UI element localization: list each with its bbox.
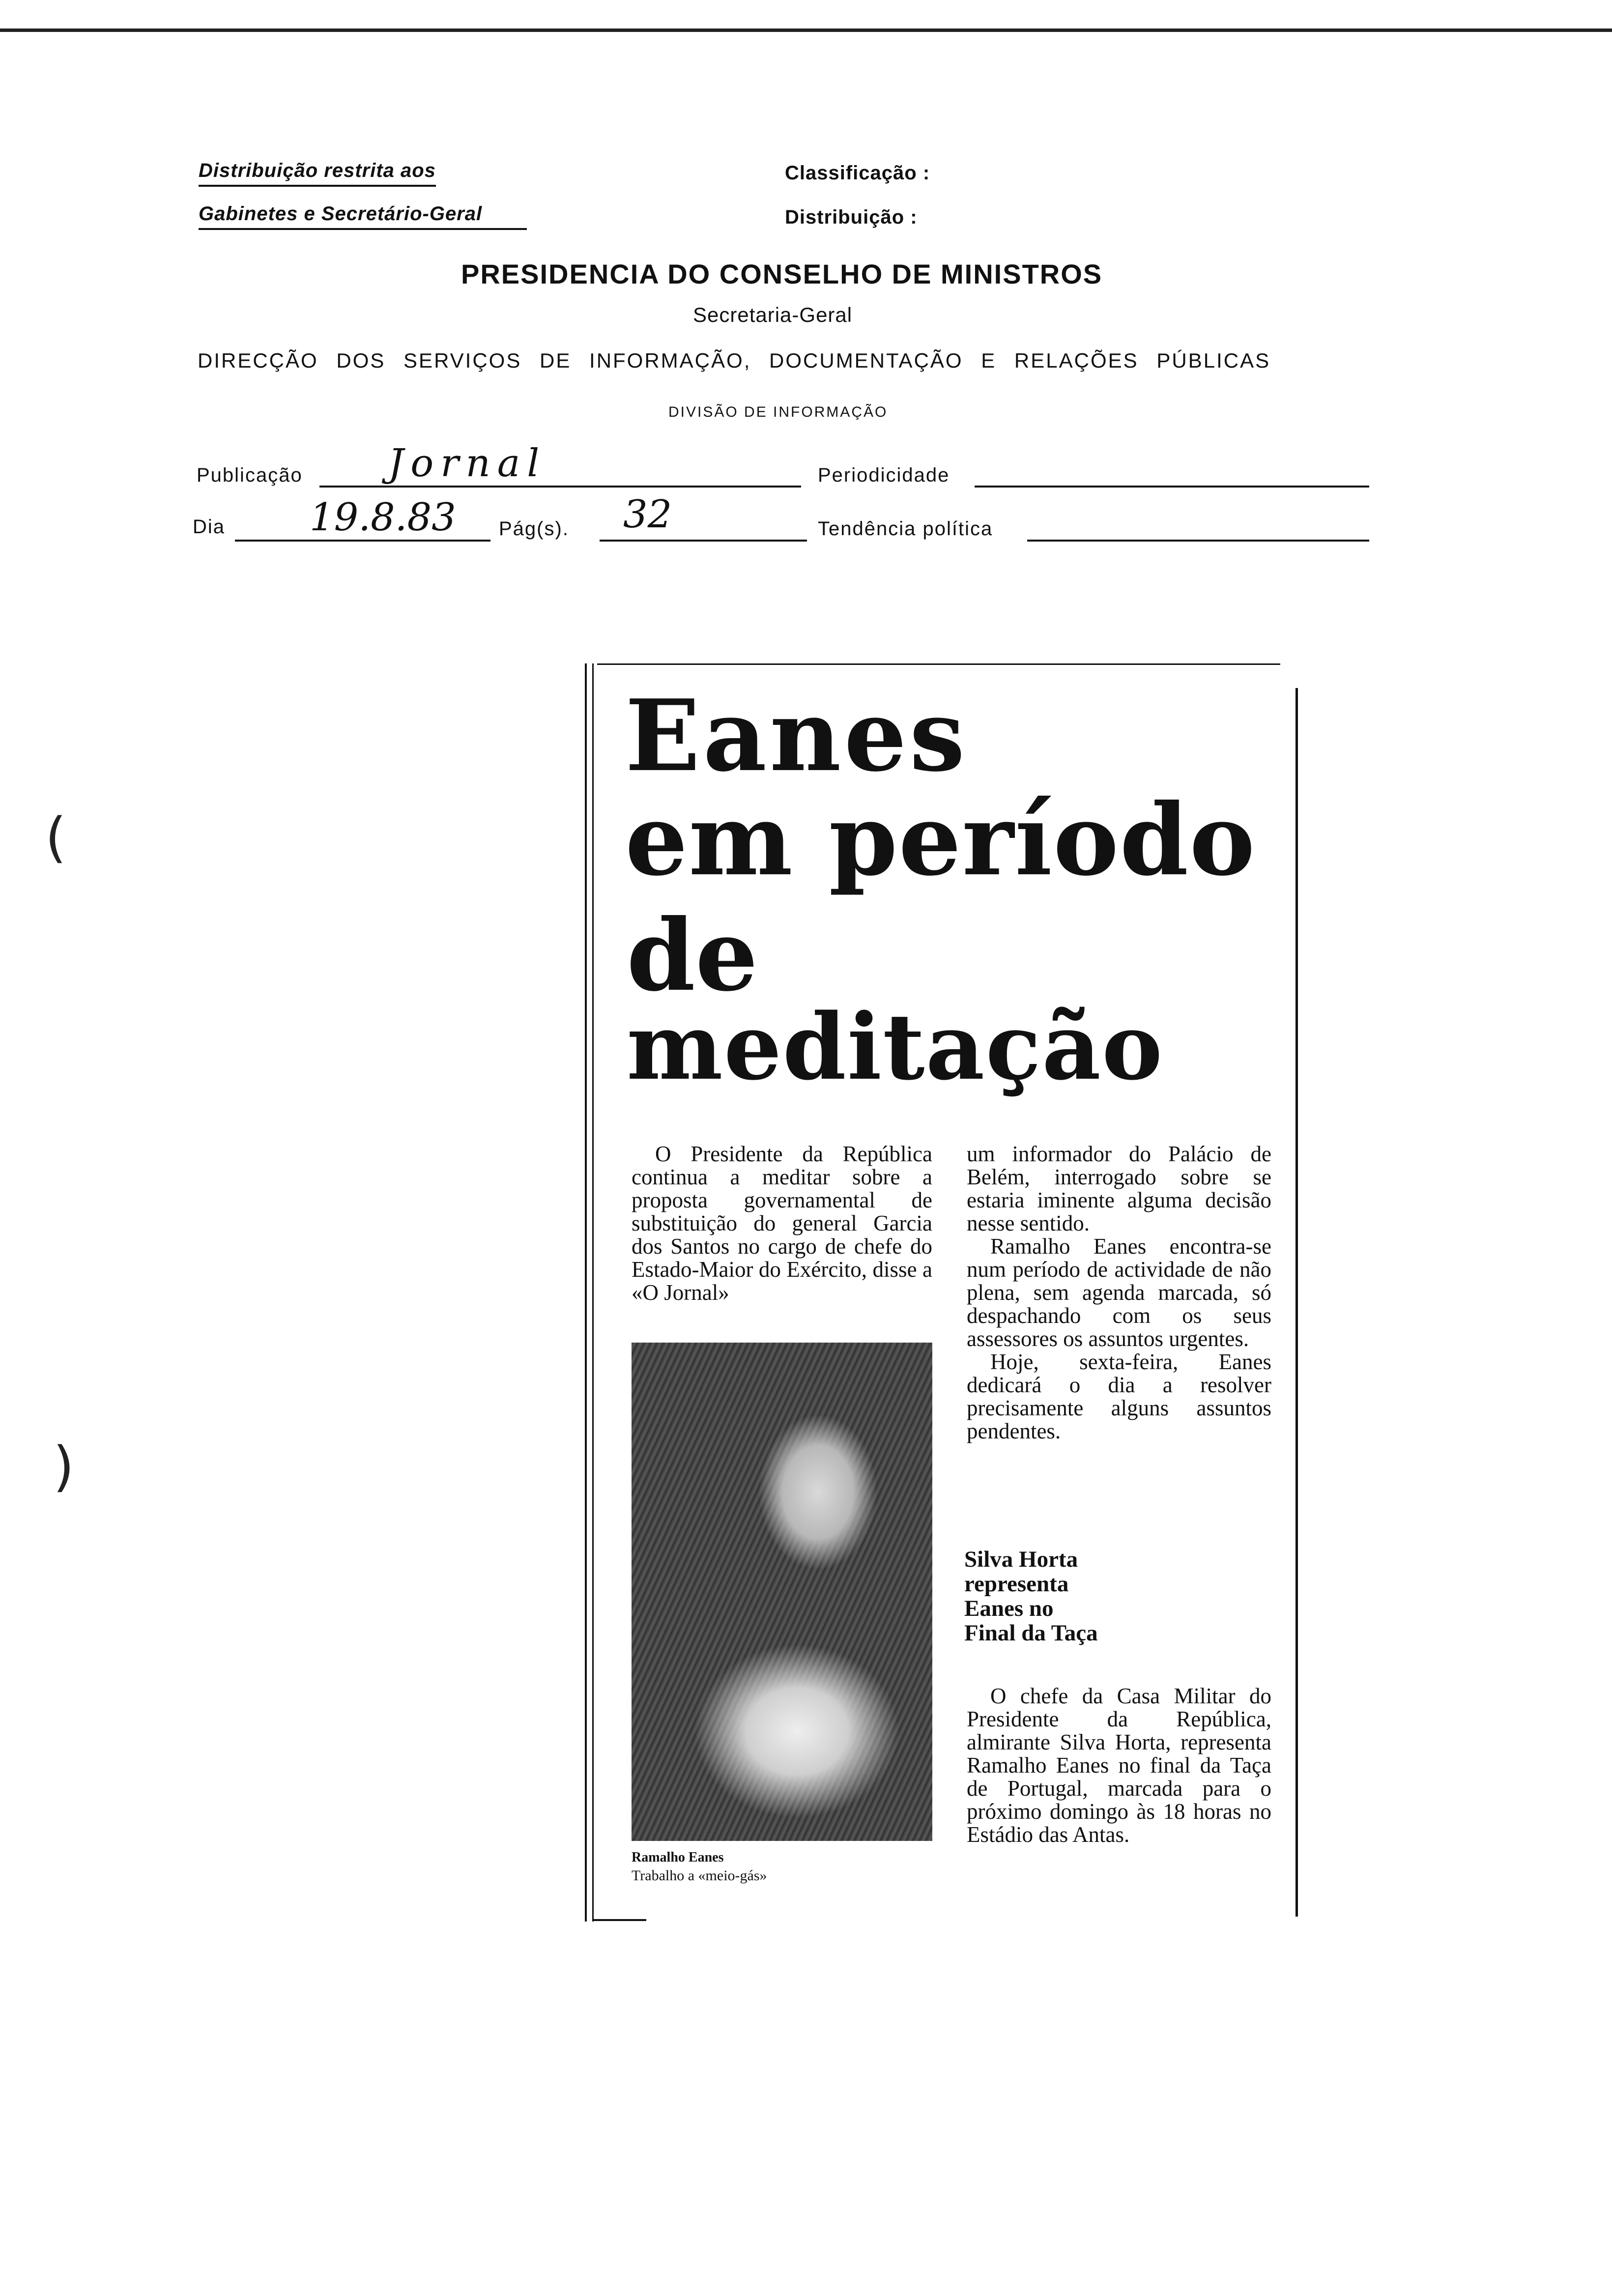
clip-bottom-corner <box>592 1919 646 1921</box>
pages-label: Pág(s). <box>499 518 569 540</box>
right-paragraph-2: Ramalho Eanes encontra-se num período de actividade de não plena, sem agenda marcada, só despachando com os seus assessores os assuntos urgentes. <box>967 1234 1271 1351</box>
right-paragraph-4: O chefe da Casa Militar do Presidente da República, almirante Silva Horta, representa Ramalho Eanes no final da Taça de Portugal, marcada para o próximo domingo às 18 horas no Estádio das Antas. <box>967 1684 1271 1847</box>
photo-caption-text: Trabalho a «meio-gás» <box>632 1867 767 1884</box>
periodicity-line <box>975 486 1369 488</box>
tendency-label: Tendência política <box>818 518 993 540</box>
photo-caption-name: Ramalho Eanes <box>632 1850 724 1865</box>
publication-label: Publicação <box>197 464 303 486</box>
subheadline-line-3: Eanes no <box>964 1596 1054 1621</box>
subheadline <box>964 1547 1098 1645</box>
subheadline-line-4: Final da Taça <box>964 1620 1098 1646</box>
day-line <box>235 540 490 542</box>
pages-handwritten: 32 <box>623 492 672 537</box>
secretariat-subtitle: Secretaria-Geral <box>693 303 853 326</box>
left-paragraph: O Presidente da República continua a meditar sobre a proposta governamental de substituição do general Garcia dos Santos no cargo de chefe do Estado-Maior do Exército, disse a «O Jornal» <box>632 1142 932 1305</box>
day-handwritten: 19.8.83 <box>310 495 456 540</box>
right-paragraph-1: um informador do Palácio de Belém, interrogado sobre se estaria iminente alguma decisão nesse sentido. <box>967 1142 1271 1235</box>
binder-hole-mark-bottom: ) <box>53 1435 74 1498</box>
day-label: Dia <box>193 516 226 538</box>
right-column-text <box>967 1143 1271 1443</box>
portrait-photo <box>632 1343 932 1841</box>
ministry-title: PRESIDENCIA DO CONSELHO DE MINISTROS <box>461 258 1103 289</box>
clip-left-border <box>585 663 587 1922</box>
department-line: DIRECÇÃO DOS SERVIÇOS DE INFORMAÇÃO, DOCUMENTAÇÃO E RELAÇÕES PÚBLICAS <box>198 349 1271 372</box>
tendency-line <box>1027 540 1369 542</box>
classification-label: Classificação : <box>785 162 930 184</box>
clip-left-border-inner <box>592 663 594 1922</box>
restricted-distribution-line-2: Gabinetes e Secretário-Geral <box>199 203 527 230</box>
headline-line-3: de <box>627 898 758 1013</box>
pages-line <box>600 540 807 542</box>
restricted-distribution-line-1: Distribuição restrita aos <box>199 160 436 187</box>
binder-hole-mark-top: ( <box>45 806 66 869</box>
subheadline-line-1: Silva Horta <box>964 1547 1078 1572</box>
distribution-label: Distribuição : <box>785 206 918 228</box>
top-border-rule <box>0 29 1612 32</box>
headline-line-4: meditação <box>627 993 1164 1100</box>
left-column-text <box>632 1143 932 1304</box>
right-paragraph-3: Hoje, sexta-feira, Eanes dedicará o dia a resolver precisamente alguns assuntos pendentes. <box>967 1349 1271 1443</box>
clip-top-border <box>597 663 1280 665</box>
right-column-text-2 <box>967 1685 1271 1846</box>
division-line: DIVISÃO DE INFORMAÇÃO <box>668 404 888 420</box>
publication-handwritten: Jornal <box>388 441 547 486</box>
periodicity-label: Periodicidade <box>818 464 950 486</box>
headline-line-1: Eanes <box>625 678 968 794</box>
clip-right-border <box>1295 688 1298 1917</box>
subheadline-line-2: representa <box>964 1571 1069 1597</box>
publication-line <box>319 486 801 488</box>
headline-line-2: em período <box>625 782 1256 898</box>
